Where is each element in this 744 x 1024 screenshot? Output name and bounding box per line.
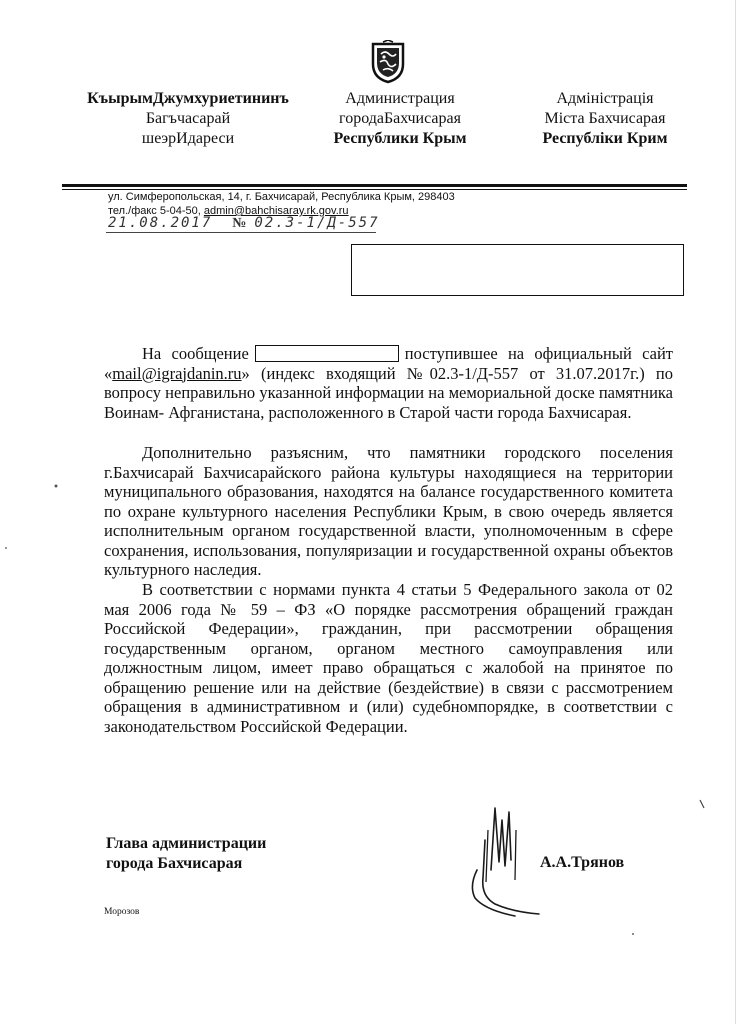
executor-name: Морозов xyxy=(104,907,140,917)
header-divider-thick xyxy=(62,184,687,187)
header-ukrainian-line2: Міста Бахчисарая xyxy=(544,110,666,127)
header-ukrainian-line3: Республіки Крим xyxy=(542,130,668,147)
header-divider-thin xyxy=(62,189,687,190)
sender-redacted-box xyxy=(255,345,399,362)
header-russian xyxy=(300,89,500,149)
p1-end: » (индекс входящий №02.3-1/Д-557 от 31.07.2017г.) по вопросу неправильно указанной информации на мемориальной доске памятника Воинам- Афганистана, расположенного в Старой части города Бахчисарая. xyxy=(104,363,673,422)
p1-start: На сообщение xyxy=(142,344,249,363)
handwritten-signature xyxy=(455,800,545,920)
paragraph-2 xyxy=(104,443,673,580)
registration-number: 02.3-1/Д-557 xyxy=(254,215,380,231)
header-ukrainian-line1: Адміністрація xyxy=(556,90,654,107)
header-russian-line2: городаБахчисарая xyxy=(339,110,461,127)
header-crimean-tatar xyxy=(68,89,308,149)
signatory-title-line1: Глава администрации xyxy=(106,835,267,852)
registration-number-sign: № xyxy=(232,216,247,231)
p2-text: Дополнительно разъясним, что памятники городского поселения г.Бахчисарай Бахчисарайского района культуры находящиеся на территории муниципального образования, находятся на балансе государственного комитета по охране культурного населения Республики Крым, в свою очередь является исполнительным органом государственной власти, уполномоченным в сфере сохранения, использования, популяризации и государственной охраны объектов культурного наследия. xyxy=(104,443,673,579)
coat-of-arms-icon xyxy=(369,40,407,84)
p3-text: В соответствии с нормами пункта 4 статьи 5 Федерального закола от 02 мая 2006 года № 59 – ФЗ «О порядке рассмотрения обращений граждан Российской Федерации», гражданин, при рассмотрении обращения государственным органом, органом местного самоуправления или должностным лицом, имеет право обращаться с жалобой на принятое по обращению решение или на действие (бездействие) в связи с рассмотрением обращения в административном и (или) судебномпорядке, в соответствии с законодательством Российской Федерации. xyxy=(104,580,673,736)
contact-address: ул. Симферопольская, 14, г. Бахчисарай, Республика Крым, 298403 xyxy=(108,191,455,203)
header-crimean-line2: Багъчасарай xyxy=(145,110,231,127)
header-crimean-line3: шеэрИдареси xyxy=(141,130,235,147)
registration-date: 21.08.2017 xyxy=(108,215,213,231)
header-russian-line1: Администрация xyxy=(345,90,455,107)
contact-email-link[interactable]: admin@bahchisaray.rk.gov.ru xyxy=(203,205,349,217)
paragraph-1 xyxy=(104,344,673,422)
header-ukrainian xyxy=(500,89,710,149)
signatory-title-line2: города Бахчисарая xyxy=(106,855,243,872)
signatory-name: А.А.Трянов xyxy=(540,854,625,871)
registration-line xyxy=(108,215,380,232)
header-crimean-line1: КъырымДжумхуриетининъ xyxy=(87,90,289,107)
header-russian-line3: Республики Крым xyxy=(333,130,467,147)
recipient-redacted-box xyxy=(351,244,684,296)
contact-phone: тел./факс 5-04-50, xyxy=(108,205,204,217)
paragraph-3 xyxy=(104,580,673,736)
p1-site-link[interactable]: mail@igrajdanin.ru xyxy=(112,363,242,383)
scan-edge xyxy=(735,0,736,1024)
p1-middle: поступившее на официальный сайт « xyxy=(104,344,673,383)
registration-underline xyxy=(106,232,376,233)
signatory-title xyxy=(106,834,266,874)
